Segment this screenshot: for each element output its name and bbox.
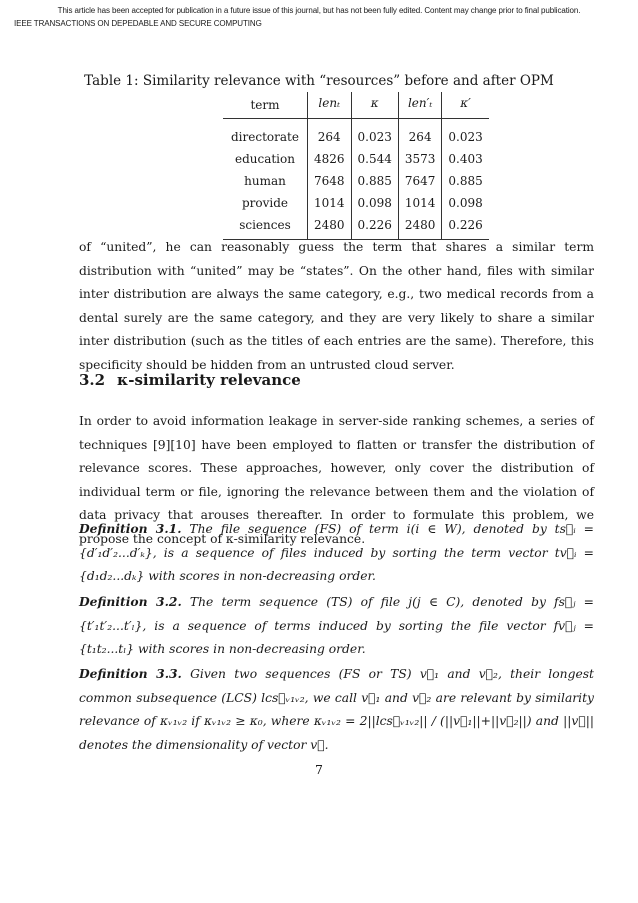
table-caption: Table 1: Similarity relevance with “resources” before and after OPM (84, 73, 554, 89)
cell-kappa: 0.544 (351, 148, 398, 170)
cell-kappa-prime: 0.023 (442, 119, 489, 149)
table-header-row (223, 92, 489, 119)
definition-3-2 (79, 590, 594, 662)
section-heading (79, 371, 301, 389)
body-paragraph: In order to avoid information leakage in server-side ranking schemes, a series of techniques [9][10] have been employed to flatten or transfer the distribution of relevance scores. These approaches, however, only cover the distribution of individual term or file, ignoring the relevance between them and the violation of data privacy that arouses thereafter. In order to formulate this problem, we propose the concept of κ-similarity relevance. (79, 414, 594, 546)
cell-len-prime: 264 (398, 119, 442, 149)
definition-label: Definition 3.3. (79, 666, 182, 681)
definition-3-3 (79, 662, 594, 757)
cell-kappa: 0.023 (351, 119, 398, 149)
cell-kappa-prime: 0.098 (442, 192, 489, 214)
body-paragraph: of “united”, he can reasonably guess the term that shares a similar term distribution with “united” may be “states”. On the other hand, files with similar inter distribution are always the same category, e.g., two medical records from a dental surely are the same category, and they are very likely to share a similar inter distribution (such as the titles of each entries are the same). Therefore, this specificity should be hidden from an untrusted cloud server. (79, 240, 594, 372)
table-row (223, 148, 489, 170)
cell-kappa-prime: 0.403 (442, 148, 489, 170)
cell-term: human (244, 174, 286, 188)
cell-len: 264 (307, 119, 351, 149)
journal-name: IEEE TRANSACTIONS ON DEPEDABLE AND SECURE COMPUTING (14, 19, 262, 28)
definition-label: Definition 3.1. (79, 521, 182, 536)
definition-text: The term sequence (TS) of file j(j ∈ C), denoted by fs⃗ⱼ = {t′₁t′₂...t′ₗ}, is a sequence of terms induced by sorting the file vector fv⃗ⱼ = {t₁t₂...tₗ} with scores in non-decreasing order. (79, 595, 594, 657)
cell-term: sciences (223, 214, 307, 240)
cell-len: 2480 (307, 214, 351, 240)
definition-label: Definition 3.2. (79, 594, 182, 609)
cell-len: 4826 (307, 148, 351, 170)
table-row (223, 192, 489, 214)
cell-kappa-prime: 0.885 (442, 170, 489, 192)
header-len-prime: len′ₜ (398, 92, 442, 119)
header-kappa-prime: κ′ (442, 92, 489, 119)
cell-len-prime: 2480 (398, 214, 442, 240)
table-row (223, 170, 489, 192)
page-number: 7 (315, 762, 323, 777)
cell-len: 7648 (307, 170, 351, 192)
definition-3-1 (79, 517, 594, 589)
cell-term: education (234, 152, 295, 166)
similarity-table (223, 92, 489, 240)
cell-term: directorate (231, 130, 299, 144)
cell-kappa-prime: 0.226 (442, 214, 489, 240)
cell-kappa: 0.226 (351, 214, 398, 240)
cell-len-prime: 3573 (398, 148, 442, 170)
header-term: term (223, 92, 307, 119)
table-row (223, 119, 489, 149)
cell-kappa: 0.885 (351, 170, 398, 192)
header-kappa: κ (351, 92, 398, 119)
cell-len-prime: 7647 (398, 170, 442, 192)
definition-text: The file sequence (FS) of term i(i ∈ W), denoted by ts⃗ᵢ = {d′₁d′₂...d′ₖ}, is a sequence of files induced by sorting the term vector tv⃗ᵢ = {d₁d₂...dₖ} with scores in non-decreasing order. (79, 522, 594, 584)
section-title: κ-similarity relevance (117, 371, 301, 389)
definition-text: Given two sequences (FS or TS) v⃗₁ and v⃗₂, their longest common subsequence (LCS) lcs⃗ᵥ₁ᵥ₂, we call v⃗₁ and v⃗₂ are relevant by similarity relevance of κᵥ₁ᵥ₂ if κᵥ₁ᵥ₂ ≥ κ₀, where κᵥ₁ᵥ₂ = 2||lcs⃗ᵥ₁ᵥ₂|| / (||v⃗₁||+||v⃗₂||) and ||v⃗|| denotes the dimensionality of vector v⃗. (79, 667, 594, 752)
cell-term: provide (241, 196, 288, 210)
cell-kappa: 0.098 (351, 192, 398, 214)
publication-notice: This article has been accepted for publication in a future issue of this journal, but has not been fully edited. Content may change prior to final publication. (57, 6, 581, 15)
section-number: 3.2 (79, 371, 106, 389)
header-len: lenₜ (307, 92, 351, 119)
cell-len-prime: 1014 (398, 192, 442, 214)
cell-len: 1014 (307, 192, 351, 214)
